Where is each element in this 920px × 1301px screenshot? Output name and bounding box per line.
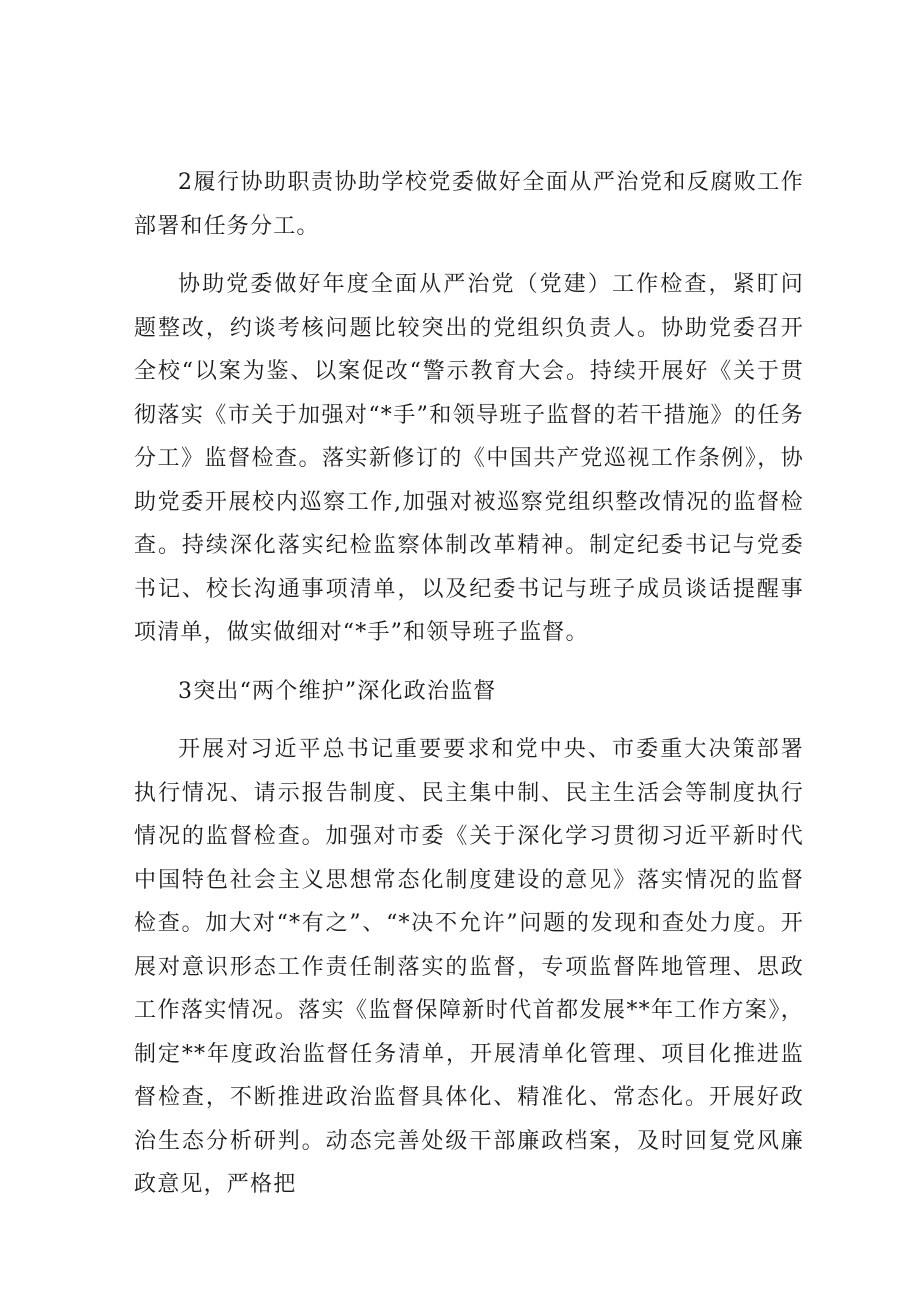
section-heading-2: 2履行协助职责协助学校党委做好全面从严治党和反腐败工作部署和任务分工。 [134, 170, 804, 239]
section-heading-3: 3突出“两个维护”深化政治监督 [178, 678, 497, 704]
body-paragraph-2: 开展对习近平总书记重要要求和党中央、市委重大决策部署执行情况、请示报告制度、民主集中制、民主生活会等制度执行情况的监督检查。加强对市委《关于深化学习贯彻习近平新时代中国特色社会主义思想常态化制度建设的意见》落实情况的监督检查。加大对“*有之”、“*决不允许”问题的发现和查处力度。开展对意识形态工作责任制落实的监督，专项监督阵地管理、思政工作落实情况。落实《监督保障新时代首都发展**年工作方案》，制定**年度政治监督任务清单，开展清单化管理、项目化推进监督检查，不断推进政治监督具体化、精准化、常态化。开展好政治生态分析研判。动态完善处级干部廉政档案，及时回复党风廉政意见，严格把 [134, 737, 804, 1197]
body-paragraph-1: 协助党委做好年度全面从严治党（党建）工作检查，紧盯问题整改，约谈考核问题比较突出的党组织负责人。协助党委召开全校“以案为鉴、以案促改“警示教育大会。持续开展好《关于贯彻落实《市关于加强对“*手”和领导班子监督的若干措施》的任务分工》监督检查。落实新修订的《中国共产党巡视工作条例》，协助党委开展校内巡察工作,加强对被巡察党组织整改情况的监督检查。持续深化落实纪检监察体制改革精神。制定纪委书记与党委书记、校长沟通事项清单，以及纪委书记与班子成员谈话提醒事项清单，做实做细对“*手”和领导班子监督。 [134, 272, 804, 645]
